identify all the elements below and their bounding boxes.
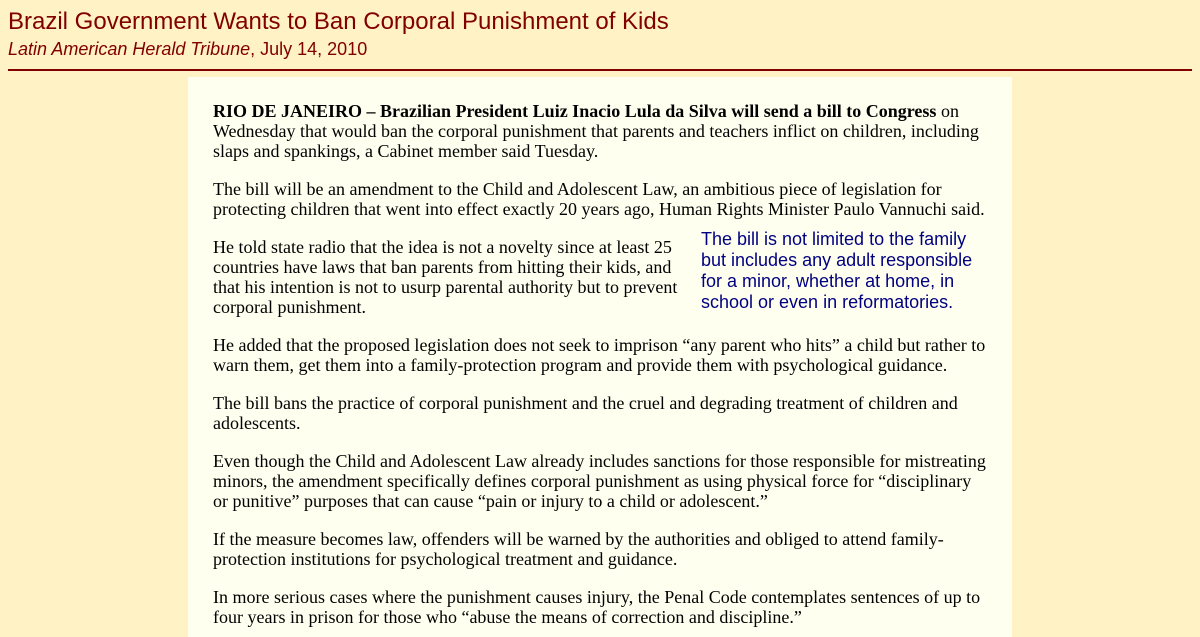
pull-quote: The bill is not limited to the family but includes any adult responsible for a minor, whether at home, in school or even in reformatories. xyxy=(701,229,973,312)
article-body xyxy=(188,77,1012,637)
date-separator: , xyxy=(250,39,261,59)
paragraph: If the measure becomes law, offenders will be warned by the authorities and obliged to attend family-protection institutions for psychological treatment and guidance. xyxy=(213,529,944,569)
headline: Brazil Government Wants to Ban Corporal Punishment of Kids xyxy=(8,8,669,35)
paragraph-lead xyxy=(213,101,987,161)
publish-date: July 14, 2010 xyxy=(260,39,368,59)
paragraph: He added that the proposed legislation does not seek to imprison “any parent who hits” a child but rather to warn them, get them into a family-protection program and provide them with psychological guidance. xyxy=(213,335,986,375)
lead-dateline: RIO DE JANEIRO – Brazilian President Luiz Inacio Lula da Silva will send a bill to Congress xyxy=(213,101,937,121)
paragraph: The bill bans the practice of corporal punishment and the cruel and degrading treatment of children and adolescents. xyxy=(213,393,958,433)
article-header xyxy=(0,0,1200,60)
lead-rest: on Wednesday that would ban the corporal punishment that parents and teachers inflict on children, including slaps and spankings, a Cabinet member said Tuesday. xyxy=(213,101,979,161)
paragraph: Even though the Child and Adolescent Law already includes sanctions for those responsible for mistreating minors, the amendment specifically defines corporal punishment as using physical force for “disciplinary or punitive” purposes that can cause “pain or injury to a child or adolescent.” xyxy=(213,451,986,511)
header-divider xyxy=(8,69,1192,71)
paragraph: The bill will be an amendment to the Child and Adolescent Law, an ambitious piece of legislation for protecting children that went into effect exactly 20 years ago, Human Rights Minister Paulo Vannuchi said. xyxy=(213,179,985,219)
paragraph: He told state radio that the idea is not a novelty since at least 25 countries have laws that ban parents from hitting their kids, and that his intention is not to usurp parental authority but to prevent corporal punishment. xyxy=(213,237,678,317)
source-name: Latin American Herald Tribune xyxy=(8,39,251,59)
byline xyxy=(8,38,1192,60)
paragraph: In more serious cases where the punishment causes injury, the Penal Code contemplates sentences of up to four years in prison for those who “abuse the means of correction and discipline.” xyxy=(213,587,981,627)
